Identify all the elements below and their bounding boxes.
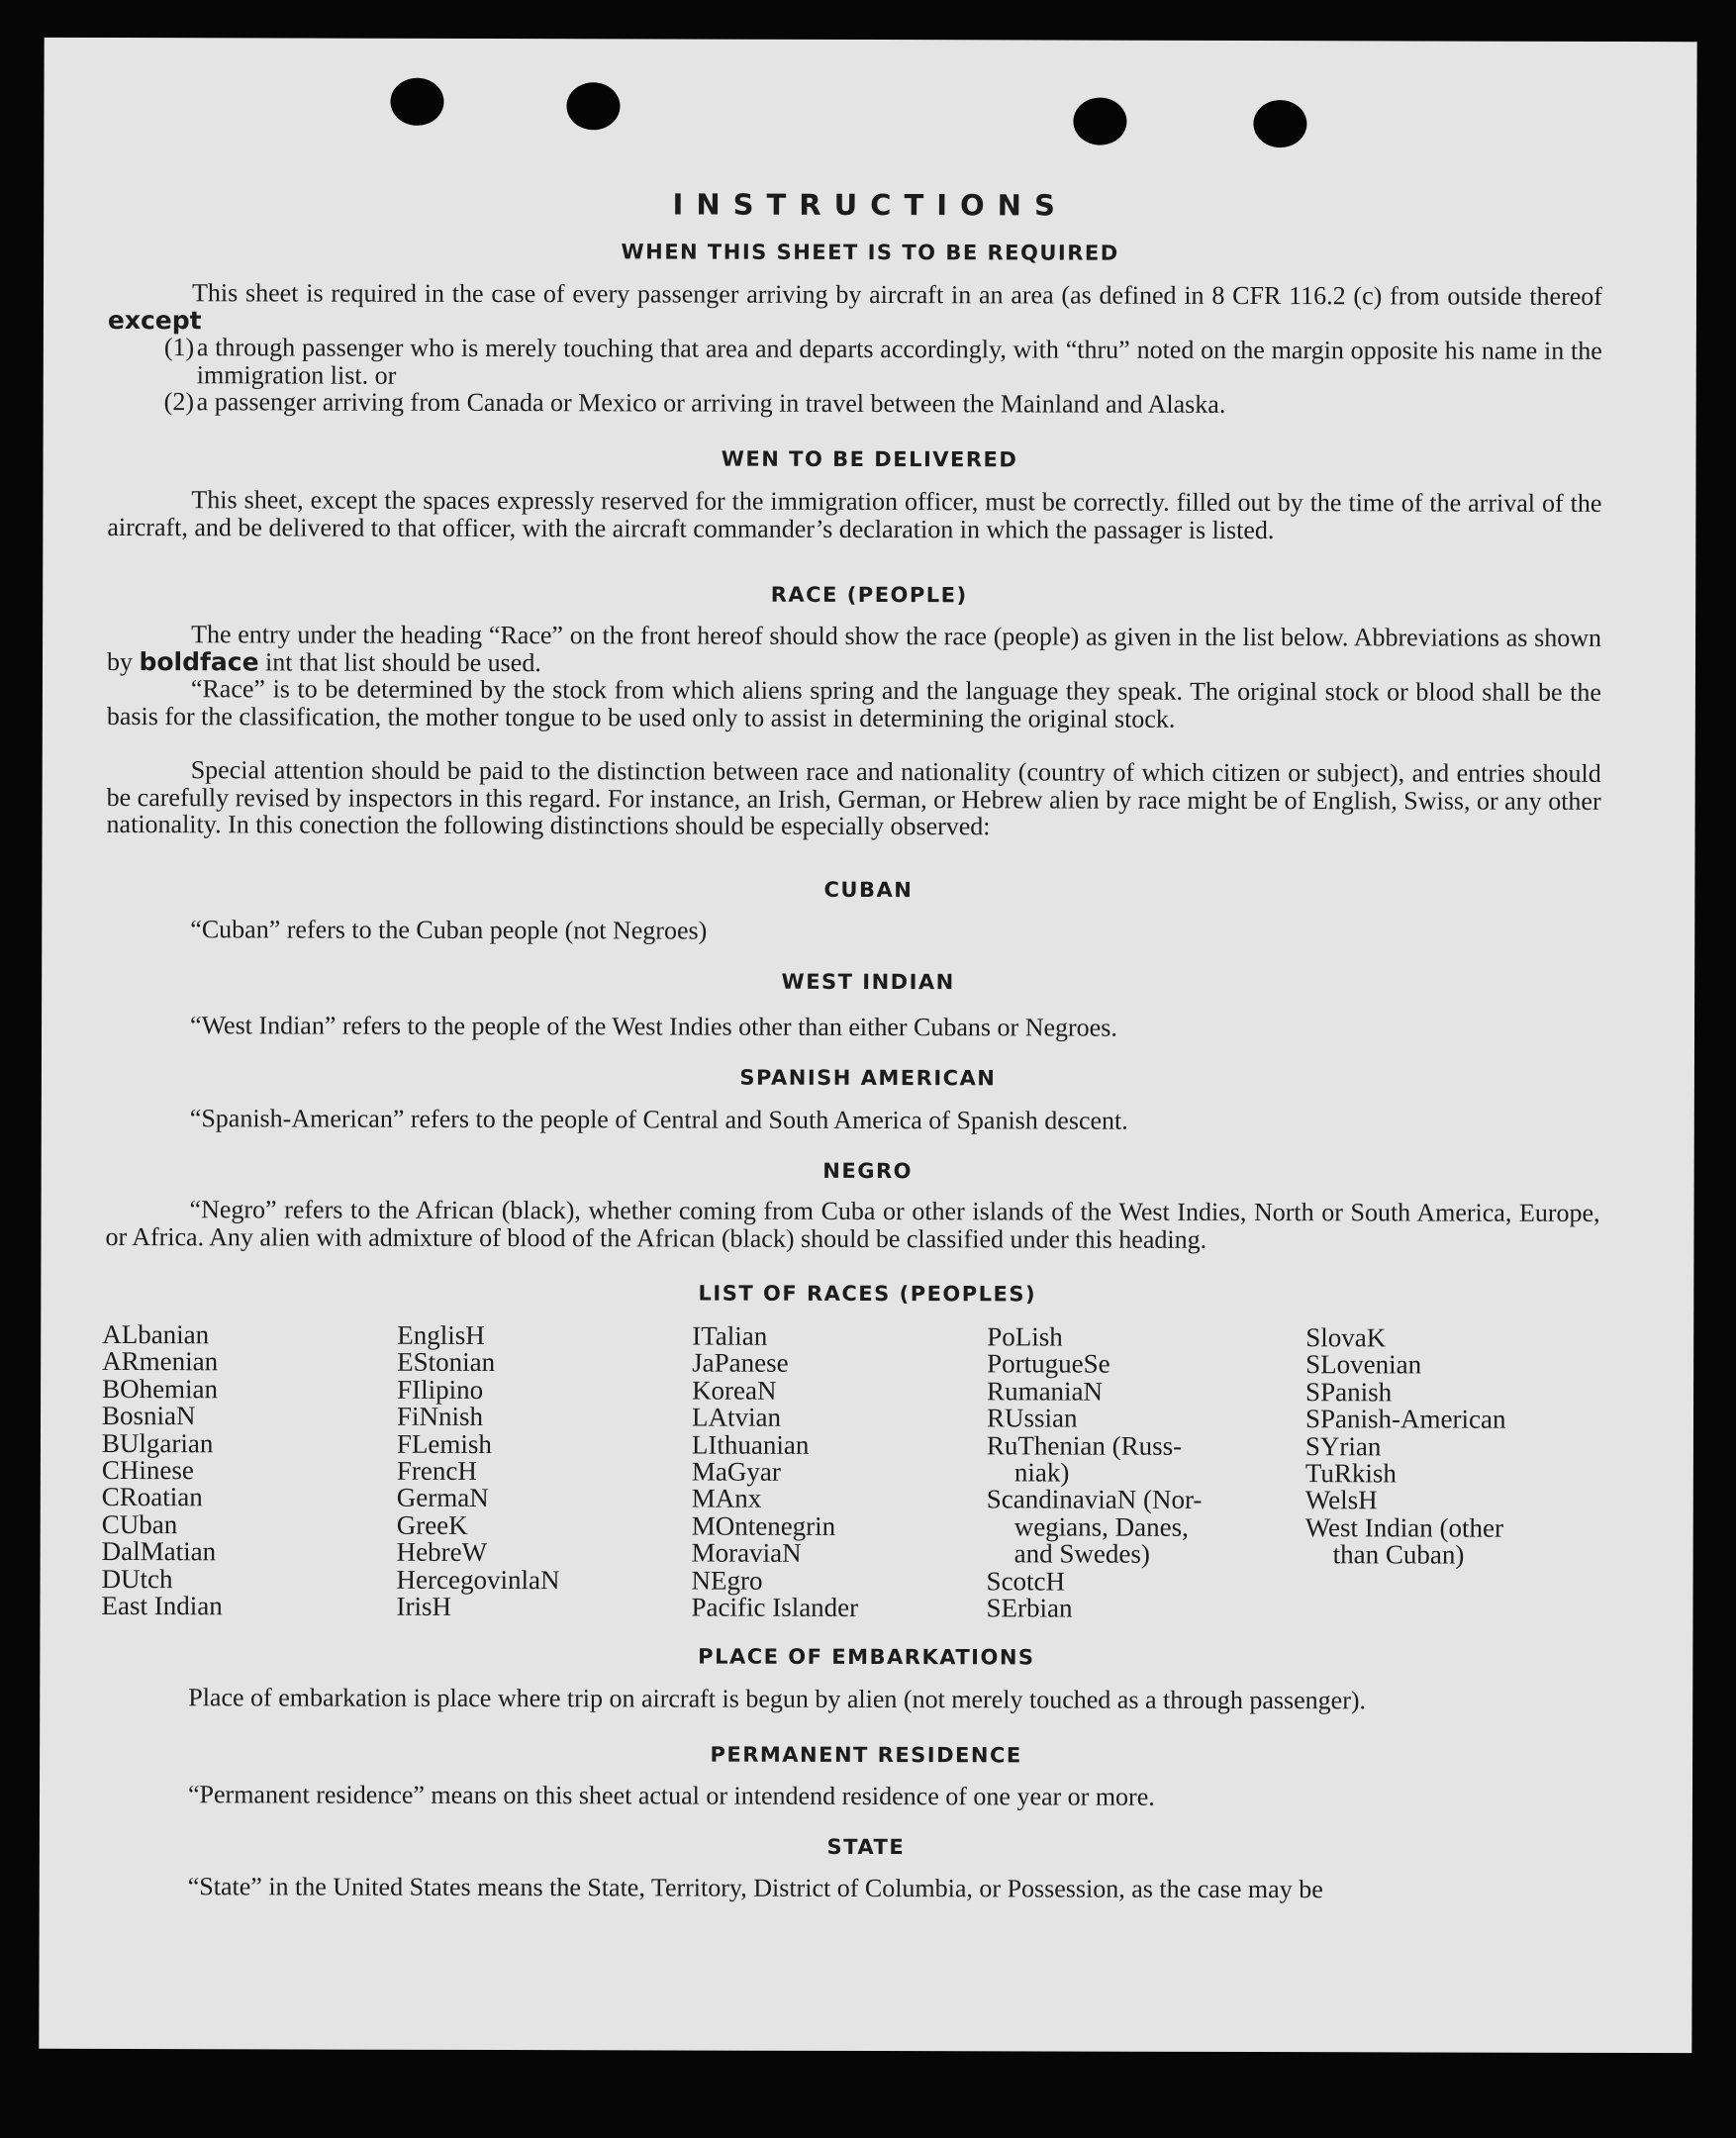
west-indian-paragraph: “West Indian” refers to the people of the West Indies other than either Cubans or Negroes. — [190, 1011, 1117, 1042]
section-heading-spanish-american: SPANISH AMERICAN — [739, 1065, 997, 1091]
race-entry: ScotcH — [986, 1565, 1066, 1597]
race-entry: JaPanese — [692, 1347, 789, 1379]
races-column-2 — [396, 1319, 560, 1621]
race-entry: PoLish — [987, 1321, 1063, 1352]
punch-hole — [566, 82, 620, 130]
page-title: INSTRUCTIONS — [672, 187, 1068, 223]
item-number: (1) — [163, 333, 195, 362]
section-heading-west-indian: WEST INDIAN — [781, 969, 955, 995]
race-text: int that list should be used. — [265, 646, 541, 677]
section-heading-state: STATE — [826, 1834, 906, 1860]
races-column-1 — [101, 1318, 223, 1621]
residence-paragraph: “Permanent residence” means on this sheet actual or intendend residence of one year or more. — [187, 1780, 1155, 1811]
race-entry: HercegovinlaN — [396, 1564, 560, 1595]
race-entry-continued: than Cuban) — [1332, 1539, 1465, 1570]
race-entry: DUtch — [101, 1563, 173, 1594]
section-heading-race: RACE (PEOPLE) — [770, 582, 968, 608]
negro-paragraph: “Negro” refers to the African (black), whether coming from Cuba or other islands of the West Indies, North or South America, Europe, or Africa. Any alien with admixture of blood of the African (black) should be classified under this heading. — [105, 1195, 1600, 1254]
race-entry-continued: wegians, Danes, — [1013, 1511, 1189, 1542]
section-heading-residence: PERMANENT RESIDENCE — [710, 1742, 1022, 1768]
race-entry: SPanish-American — [1304, 1404, 1506, 1434]
race-entry: FiNnish — [396, 1401, 484, 1432]
race-entry: RuThenian (Russ- — [986, 1429, 1183, 1461]
race-entry: GermaN — [396, 1483, 489, 1513]
item-number: (2) — [163, 387, 195, 417]
race-entry: WelsH — [1304, 1485, 1378, 1515]
race-paragraph-1 — [107, 621, 1601, 679]
races-column-5 — [1305, 1324, 1506, 1569]
race-entry: FIlipino — [397, 1374, 484, 1405]
section-heading-embarkation: PLACE OF EMBARKATIONS — [698, 1644, 1035, 1670]
required-text: This sheet is required in the case of every passenger arriving by aircraft in an area (as defined in 8 CFR 116.2 (c) from outside thereof — [191, 278, 1603, 311]
race-entry-continued: and Swedes) — [1013, 1538, 1150, 1569]
race-entry: RUssian — [986, 1403, 1078, 1433]
race-entry: CHinese — [101, 1455, 194, 1486]
race-entry: BUlgarian — [101, 1427, 214, 1458]
required-item-1 — [163, 333, 1602, 392]
item-text: a through passenger who is merely touching that area and departs accordingly, with “thru” noted on the margin opposite his name in the immigration list. or — [196, 333, 1602, 390]
races-column-3 — [691, 1320, 859, 1623]
punch-hole — [1073, 98, 1126, 146]
section-heading-delivered: WEN TO BE DELIVERED — [721, 446, 1018, 472]
race-entry: FrencH — [396, 1455, 477, 1486]
state-paragraph: “State” in the United States means the State, Territory, District of Columbia, or Possession, as the case may be — [187, 1872, 1323, 1904]
race-entry: EStonian — [397, 1347, 496, 1378]
race-entry: GreeK — [396, 1509, 468, 1540]
race-entry: MoraviaN — [691, 1537, 802, 1569]
race-entry: IrisH — [396, 1591, 452, 1621]
race-entry: FLemish — [396, 1428, 492, 1459]
cuban-paragraph: “Cuban” refers to the Cuban people (not Negroes) — [190, 915, 708, 945]
race-paragraph-3: Special attention should be paid to the distinction between race and nationality (country of which citizen or subject), and entries should be carefully revised by inspectors in this regard. For instance, an Irish, German, or Hebrew alien by race might be of English, Swiss, or any other nationality. In this conection the following distinctions should be especially observed: — [106, 755, 1601, 841]
section-heading-cuban: CUBAN — [823, 877, 914, 903]
required-bold-except: except — [107, 305, 202, 335]
race-entry: CRoatian — [101, 1482, 203, 1512]
document-sheet — [39, 38, 1696, 2053]
section-heading-required: WHEN THIS SHEET IS TO BE REQUIRED — [621, 240, 1119, 265]
race-entry: Pacific Islander — [691, 1592, 859, 1623]
races-column-4 — [986, 1323, 1202, 1622]
race-entry: PortugueSe — [987, 1348, 1110, 1380]
race-entry-continued: niak) — [1013, 1457, 1070, 1488]
race-entry: SLovenian — [1305, 1349, 1422, 1380]
race-entry: ScandinaviaN (Nor- — [986, 1484, 1203, 1515]
required-paragraph — [108, 279, 1602, 338]
race-entry: ALbanian — [102, 1318, 210, 1350]
race-entry: RumaniaN — [987, 1376, 1104, 1407]
race-entry: NEgro — [691, 1565, 763, 1596]
race-entry: TuRkish — [1304, 1458, 1397, 1489]
race-entry: BosniaN — [101, 1401, 196, 1431]
race-entry: SPanish — [1305, 1376, 1393, 1408]
punch-hole — [390, 78, 443, 126]
race-entry: KoreaN — [692, 1375, 777, 1406]
race-entry: MOntenegrin — [691, 1510, 836, 1541]
punch-hole — [1253, 100, 1306, 147]
race-paragraph-2: “Race” is to be determined by the stock from which aliens spring and the language they speak. The original stock or blood shall be the basis for the classification, the mother tongue to be used only to assist in determining the original stock. — [106, 674, 1601, 733]
race-entry: BOhemian — [102, 1373, 219, 1405]
spanish-american-paragraph: “Spanish-American” refers to the people of Central and South America of Spanish descent. — [189, 1104, 1128, 1135]
race-entry: East Indian — [101, 1591, 223, 1621]
race-text: The entry under the heading “Race” on the front hereof should show the race (people) as given in the list below. Abbreviations as shown by — [106, 620, 1602, 676]
race-entry: HebreW — [396, 1537, 488, 1568]
required-item-2 — [163, 387, 1602, 419]
race-entry: SlovaK — [1305, 1322, 1387, 1353]
race-entry: MaGyar — [691, 1456, 781, 1487]
race-entry: EnglisH — [397, 1319, 485, 1350]
race-entry: LIthuanian — [691, 1429, 810, 1460]
race-entry: ARmenian — [102, 1346, 219, 1377]
race-entry: SErbian — [986, 1593, 1073, 1623]
item-text: a passenger arriving from Canada or Mexico or arriving in travel between the Mainland and Alaska. — [196, 387, 1226, 419]
race-entry: MAnx — [691, 1483, 762, 1514]
race-entry: SYrian — [1304, 1430, 1382, 1461]
race-entry: LAtvian — [691, 1402, 782, 1432]
race-entry: West Indian (other — [1304, 1512, 1504, 1543]
race-bold-boldface: boldface — [139, 646, 259, 676]
embarkation-paragraph: Place of embarkation is place where trip on aircraft is begun by alien (not merely touched as a through passenger). — [188, 1683, 1367, 1715]
section-heading-list-of-races: LIST OF RACES (PEOPLES) — [698, 1281, 1037, 1307]
race-entry: DalMatian — [101, 1536, 217, 1567]
race-entry: CUban — [101, 1508, 178, 1540]
race-entry: ITalian — [692, 1320, 768, 1351]
delivered-paragraph: This sheet, except the spaces expressly reserved for the immigration officer, must be correctly. filled out by the time of the arrival of the aircraft, and be delivered to that officer, with the aircraft commander’s declaration in which the passager is listed. — [107, 485, 1602, 544]
section-heading-negro: NEGRO — [822, 1158, 914, 1184]
